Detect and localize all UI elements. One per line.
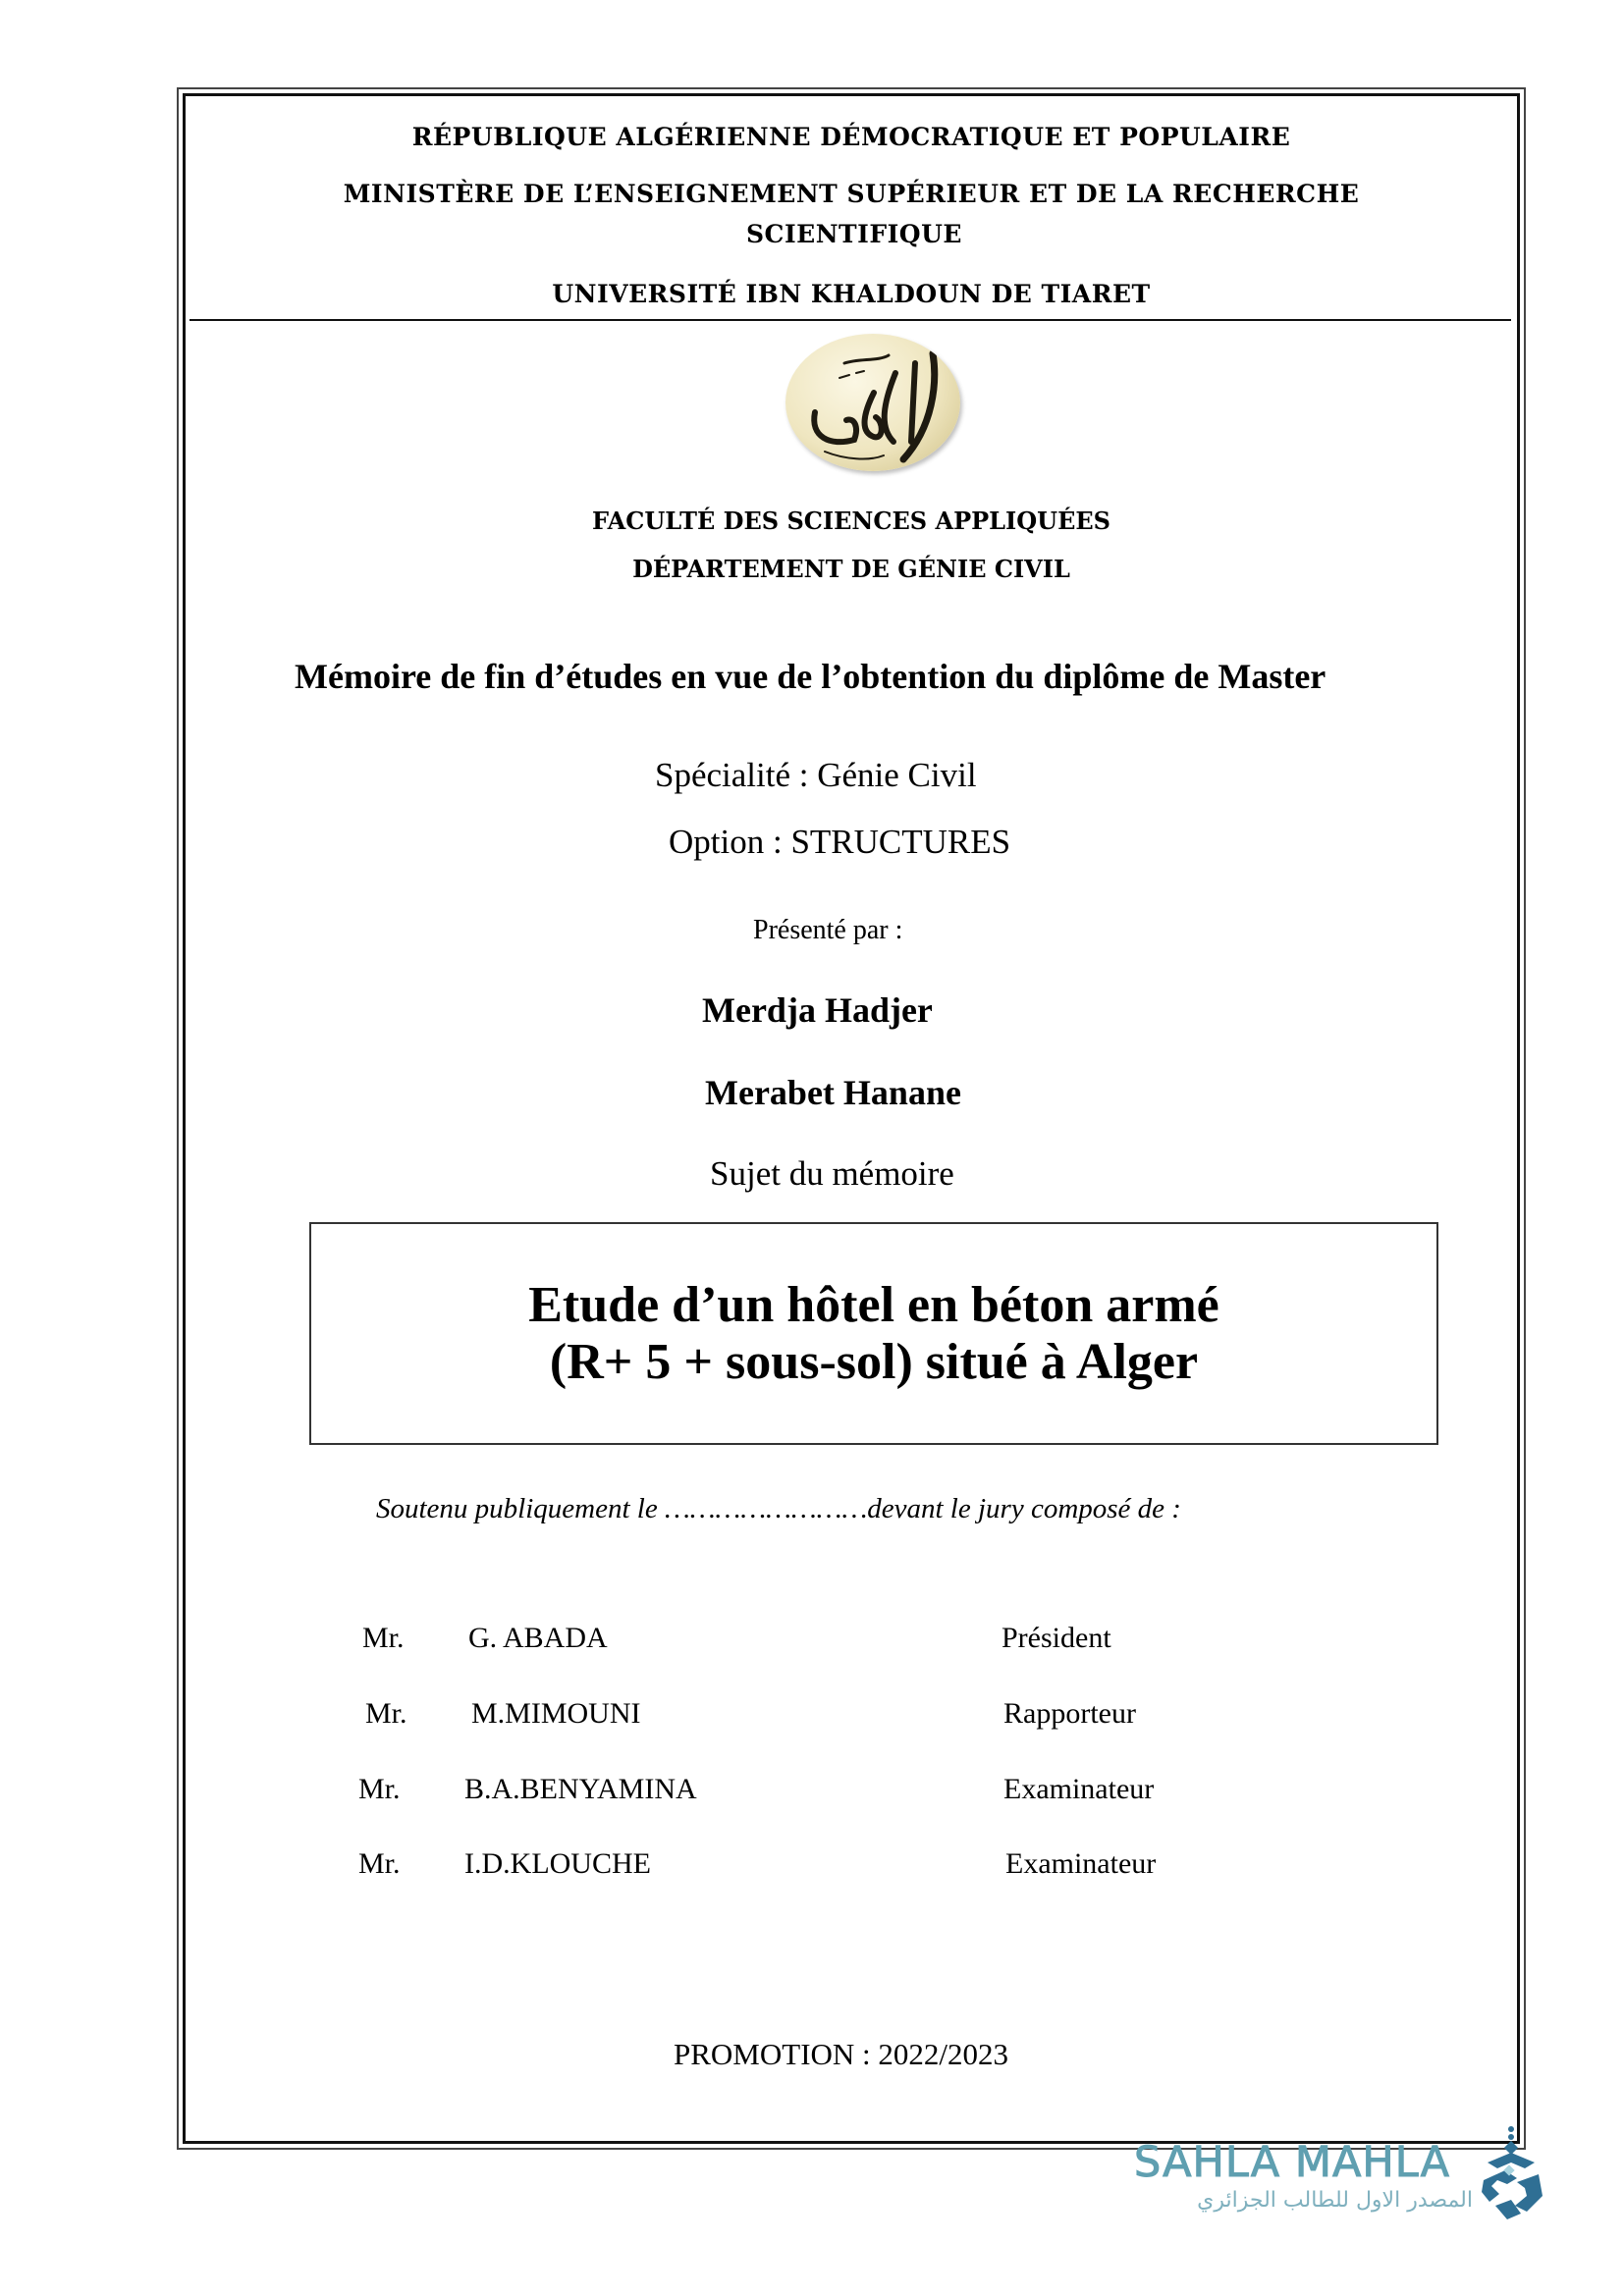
republic-heading: RÉPUBLIQUE ALGÉRIENNE DÉMOCRATIQUE ET POPULAIRE [411,123,1291,151]
jury-title: Mr. [365,1697,407,1730]
jury-name: B.A.BENYAMINA [464,1773,697,1805]
jury-name: I.D.KLOUCHE [464,1847,651,1880]
jury-name: M.MIMOUNI [471,1697,641,1730]
university-seal-icon [785,334,960,471]
jury-title: Mr. [362,1622,405,1654]
university-heading: UNIVERSITÉ IBN KHALDOUN DE TIARET [552,280,1151,308]
defense-statement: Soutenu publiquement le ……………………devant le jury composé de : [376,1493,1181,1524]
department-heading: DÉPARTEMENT DE GÉNIE CIVIL [632,555,1070,583]
ministry-heading-line1: MINISTÈRE DE L’ENSEIGNEMENT SUPÉRIEUR ET DE LA RECHERCHE [343,180,1360,208]
jury-title: Mr. [358,1773,401,1805]
thesis-title-line1: Etude d’un hôtel en béton armé [528,1277,1219,1334]
author-name: Merabet Hanane [705,1073,961,1112]
option-label: Option : STRUCTURES [669,823,1011,861]
subject-label: Sujet du mémoire [710,1154,954,1193]
thesis-heading: Mémoire de fin d’études en vue de l’obtention du diplôme de Master [295,657,1326,696]
author-name: Merdja Hadjer [702,990,933,1030]
jury-name: G. ABADA [468,1622,608,1654]
thesis-title-line2: (R+ 5 + sous-sol) situé à Alger [549,1333,1199,1390]
sahla-mahla-logo-icon [1478,2123,1546,2226]
jury-role: Rapporteur [1003,1697,1136,1730]
watermark-brand: SAHLA MAHLA [1134,2138,1451,2187]
jury-title: Mr. [358,1847,401,1880]
sahla-mahla-watermark [1129,2125,1561,2214]
jury-role: Président [1001,1622,1111,1654]
promotion-label: PROMOTION : 2022/2023 [674,2037,1009,2071]
jury-role: Examinateur [1003,1773,1155,1805]
watermark-tagline: المصدر الاول للطالب الجزائري [1197,2188,1473,2213]
jury-role: Examinateur [1005,1847,1157,1880]
speciality-label: Spécialité : Génie Civil [655,756,977,794]
faculty-heading: FACULTÉ DES SCIENCES APPLIQUÉES [591,507,1111,535]
thesis-title-box [309,1222,1438,1445]
presented-by-label: Présenté par : [753,915,903,945]
header-divider [189,319,1511,321]
ministry-heading-line2: SCIENTIFIQUE [746,220,962,248]
